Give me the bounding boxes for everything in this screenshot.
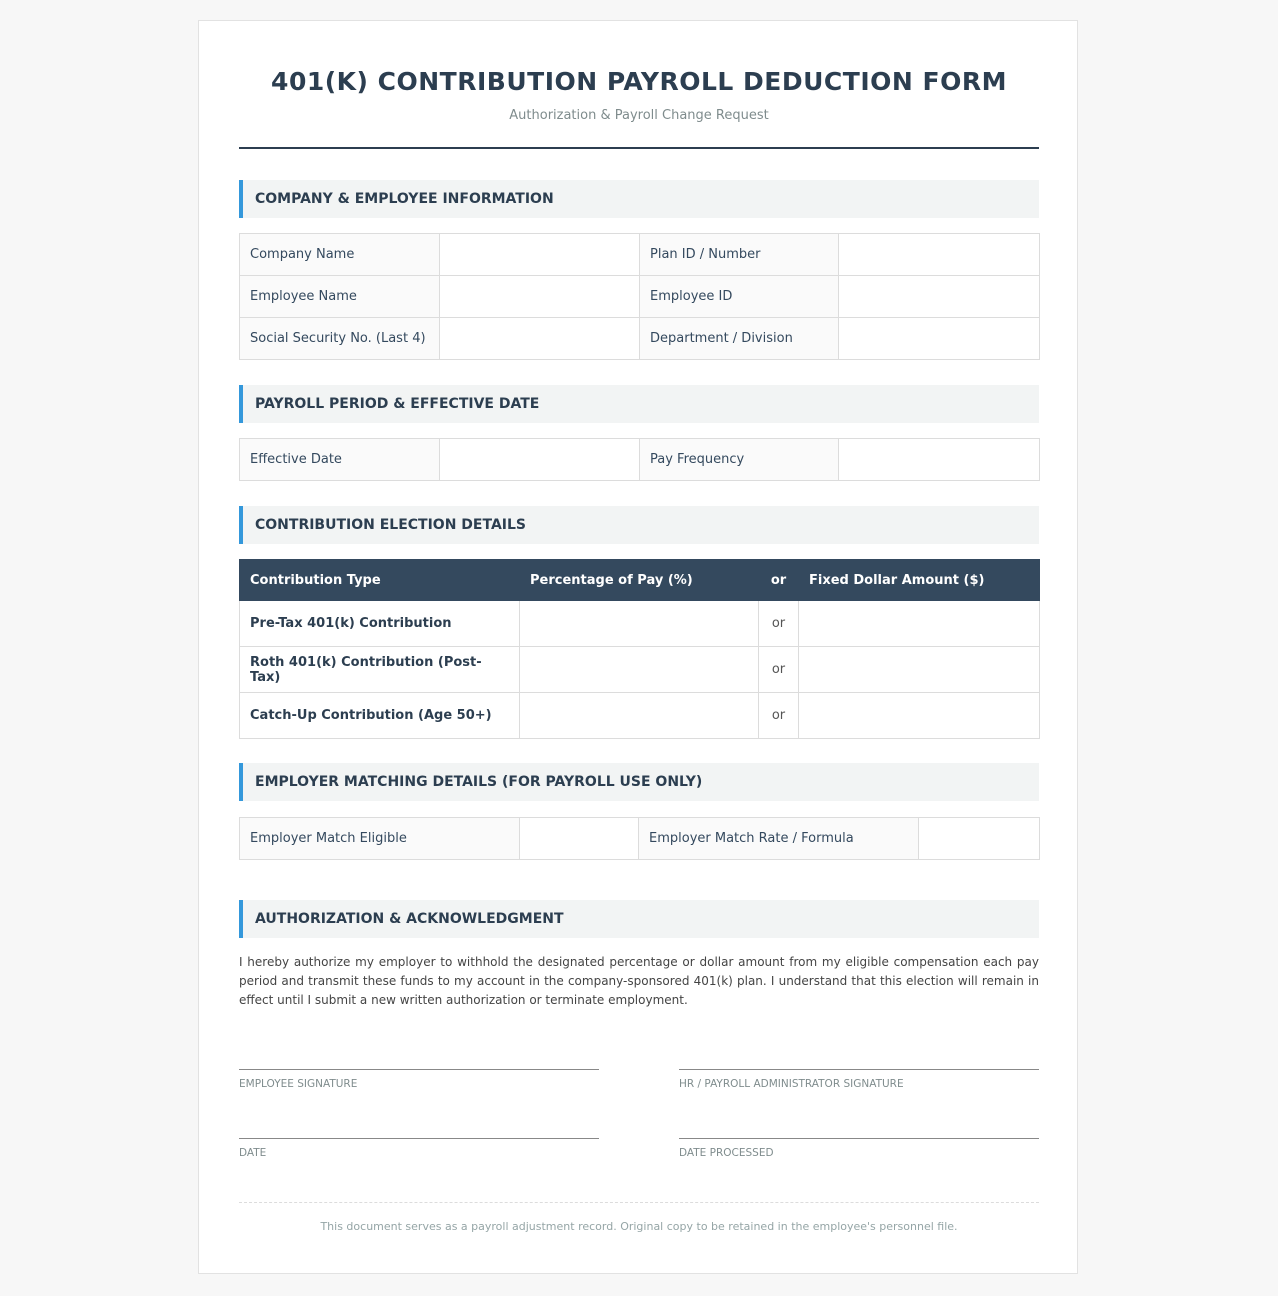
company-name-field[interactable] xyxy=(440,234,640,276)
plan-id-field[interactable] xyxy=(839,234,1040,276)
section-employer-matching: EMPLOYER MATCHING DETAILS (FOR PAYROLL USE ONLY) xyxy=(239,763,1039,801)
date-line[interactable] xyxy=(239,1138,599,1139)
table-row xyxy=(240,693,1040,739)
match-rate-field[interactable] xyxy=(919,818,1040,860)
roth-contribution-label: Roth 401(k) Contribution (Post-Tax) xyxy=(240,647,520,693)
pretax-fixed-amount-field[interactable] xyxy=(799,601,1040,647)
form-subtitle: Authorization & Payroll Change Request xyxy=(509,108,769,123)
effective-date-label: Effective Date xyxy=(240,439,440,481)
table-row xyxy=(240,439,1040,481)
or-separator: or xyxy=(759,647,799,693)
match-eligible-field[interactable] xyxy=(520,818,639,860)
hr-signature-line[interactable] xyxy=(679,1069,1039,1070)
table-row xyxy=(240,818,1040,860)
footer-note: This document serves as a payroll adjustment record. Original copy to be retained in the employee's personnel file. xyxy=(320,1220,958,1233)
section-payroll-period: PAYROLL PERIOD & EFFECTIVE DATE xyxy=(239,385,1039,423)
roth-percentage-field[interactable] xyxy=(520,647,759,693)
table-row xyxy=(240,234,1040,276)
authorization-statement: I hereby authorize my employer to withhold the designated percentage or dollar amount from my eligible compensation each pay period and transmit these funds to my account in the company-sponsored 401(k) plan. I understand that this election will remain in effect until I submit a new written authorization or terminate employment. xyxy=(239,955,1039,1007)
title-divider xyxy=(239,147,1039,149)
catchup-percentage-field[interactable] xyxy=(520,693,759,739)
company-name-label: Company Name xyxy=(240,234,440,276)
match-rate-label: Employer Match Rate / Formula xyxy=(639,818,919,860)
employee-name-label: Employee Name xyxy=(240,276,440,318)
catchup-fixed-amount-field[interactable] xyxy=(799,693,1040,739)
percentage-header: Percentage of Pay (%) xyxy=(520,560,759,601)
contribution-table xyxy=(239,559,1040,739)
footer-divider xyxy=(239,1202,1039,1203)
table-row xyxy=(240,276,1040,318)
contribution-type-header: Contribution Type xyxy=(240,560,520,601)
pay-frequency-field[interactable] xyxy=(839,439,1040,481)
employee-id-field[interactable] xyxy=(839,276,1040,318)
date-processed-label: DATE PROCESSED xyxy=(679,1147,774,1159)
department-label: Department / Division xyxy=(640,318,839,360)
employee-name-field[interactable] xyxy=(440,276,640,318)
table-row xyxy=(240,601,1040,647)
catchup-contribution-label: Catch-Up Contribution (Age 50+) xyxy=(240,693,520,739)
employee-signature-line[interactable] xyxy=(239,1069,599,1070)
plan-id-label: Plan ID / Number xyxy=(640,234,839,276)
section-company-employee: COMPANY & EMPLOYEE INFORMATION xyxy=(239,180,1039,218)
effective-date-field[interactable] xyxy=(440,439,640,481)
employer-matching-table xyxy=(239,817,1040,860)
pretax-contribution-label: Pre-Tax 401(k) Contribution xyxy=(240,601,520,647)
payroll-period-table xyxy=(239,438,1040,481)
hr-signature-label: HR / PAYROLL ADMINISTRATOR SIGNATURE xyxy=(679,1078,904,1090)
pay-frequency-label: Pay Frequency xyxy=(640,439,839,481)
date-processed-line[interactable] xyxy=(679,1138,1039,1139)
fixed-amount-header: Fixed Dollar Amount ($) xyxy=(799,560,1040,601)
roth-fixed-amount-field[interactable] xyxy=(799,647,1040,693)
employee-signature-label: EMPLOYEE SIGNATURE xyxy=(239,1078,358,1090)
pretax-percentage-field[interactable] xyxy=(520,601,759,647)
table-header-row xyxy=(240,560,1040,601)
or-header: or xyxy=(759,560,799,601)
section-authorization: AUTHORIZATION & ACKNOWLEDGMENT xyxy=(239,900,1039,938)
department-field[interactable] xyxy=(839,318,1040,360)
section-contribution-election: CONTRIBUTION ELECTION DETAILS xyxy=(239,506,1039,544)
or-separator: or xyxy=(759,693,799,739)
match-eligible-label: Employer Match Eligible xyxy=(240,818,520,860)
or-separator: or xyxy=(759,601,799,647)
table-row xyxy=(240,318,1040,360)
form-page xyxy=(198,20,1078,1274)
table-row xyxy=(240,647,1040,693)
company-employee-table xyxy=(239,233,1040,360)
form-title: 401(K) CONTRIBUTION PAYROLL DEDUCTION FORM xyxy=(271,67,1007,96)
ssn-label: Social Security No. (Last 4) xyxy=(240,318,440,360)
ssn-field[interactable] xyxy=(440,318,640,360)
date-label: DATE xyxy=(239,1147,267,1159)
employee-id-label: Employee ID xyxy=(640,276,839,318)
